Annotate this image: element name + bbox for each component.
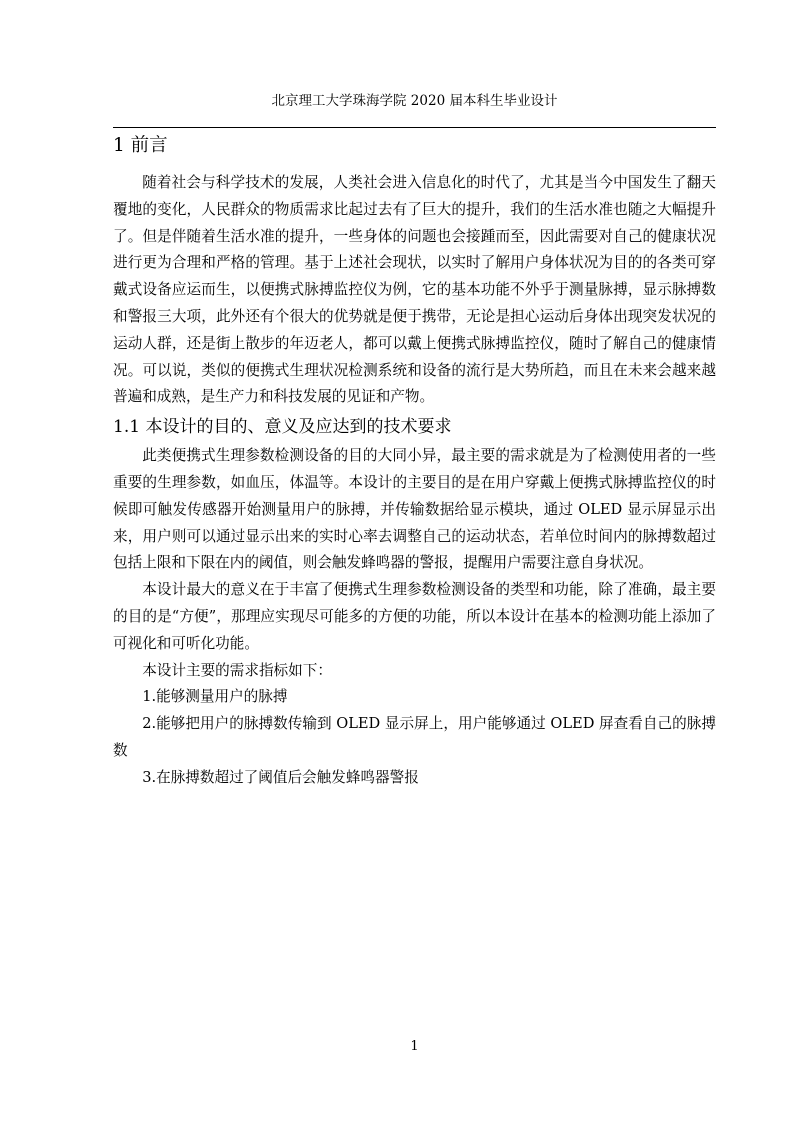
section-heading-introduction: 1 前言 <box>113 135 168 156</box>
page-number: 1 <box>410 1039 419 1054</box>
requirement-item-1: 1.能够测量用户的脉搏 <box>142 688 288 706</box>
requirements-intro: 本设计主要的需求指标如下： <box>142 661 332 679</box>
purpose-paragraph: 此类便携式生理参数检测设备的目的大同小异，最主要的需求就是为了检测使用者的一些重要的生理参数，如血压，体温等。本设计的主要目的是在用户穿戴上便携式脉搏监控仪的时候即可触发传感器开始测量用户的脉搏，并传输数据给显示模块，通过 OLED 显示屏显示出来，用户则可以通过显示出来的实时心率去调整自己的运动状态，若单位时间内的脉搏数超过包括上限和下限在内的阈值，则会触发蜂鸣器的警报，提醒用户需要注意自身状况。 <box>113 447 716 572</box>
page-header: 北京理工大学珠海学院 2020 届本科生毕业设计 <box>271 93 558 109</box>
subsection-heading-purpose: 1.1 本设计的目的、意义及应达到的技术要求 <box>113 417 452 438</box>
significance-paragraph: 本设计最大的意义在于丰富了便携式生理参数检测设备的类型和功能，除了准确，最主要的目的是“方便”，那理应实现尽可能多的方便的功能，所以本设计在基本的检测功能上添加了可视化和可听化功能。 <box>113 581 716 652</box>
requirement-item-2: 2.能够把用户的脉搏数传输到 OLED 显示屏上，用户能够通过 OLED 屏查看自己的脉搏数 <box>113 715 716 759</box>
introduction-paragraph: 随着社会与科学技术的发展，人类社会进入信息化的时代了，尤其是当今中国发生了翻天覆地的变化，人民群众的物质需求比起过去有了巨大的提升，我们的生活水准也随之大幅提升了。但是伴随着生活水准的提升，一些身体的问题也会接踵而至，因此需要对自己的健康状况进行更为合理和严格的管理。基于上述社会现状，以实时了解用户身体状况为目的的各类可穿戴式设备应运而生，以便携式脉搏监控仪为例，它的基本功能不外乎于测量脉搏，显示脉搏数和警报三大项，此外还有个很大的优势就是便于携带，无论是担心运动后身体出现突发状况的运动人群，还是街上散步的年迈老人，都可以戴上便携式脉搏监控仪，随时了解自己的健康情况。可以说，类似的便携式生理状况检测系统和设备的流行是大势所趋，而且在未来会越来越普遍和成熟，是生产力和科技发展的见证和产物。 <box>113 174 716 406</box>
header-divider <box>113 127 716 128</box>
requirement-item-3: 3.在脉搏数超过了阈值后会触发蜂鸣器警报 <box>142 768 419 786</box>
document-body <box>113 132 716 792</box>
